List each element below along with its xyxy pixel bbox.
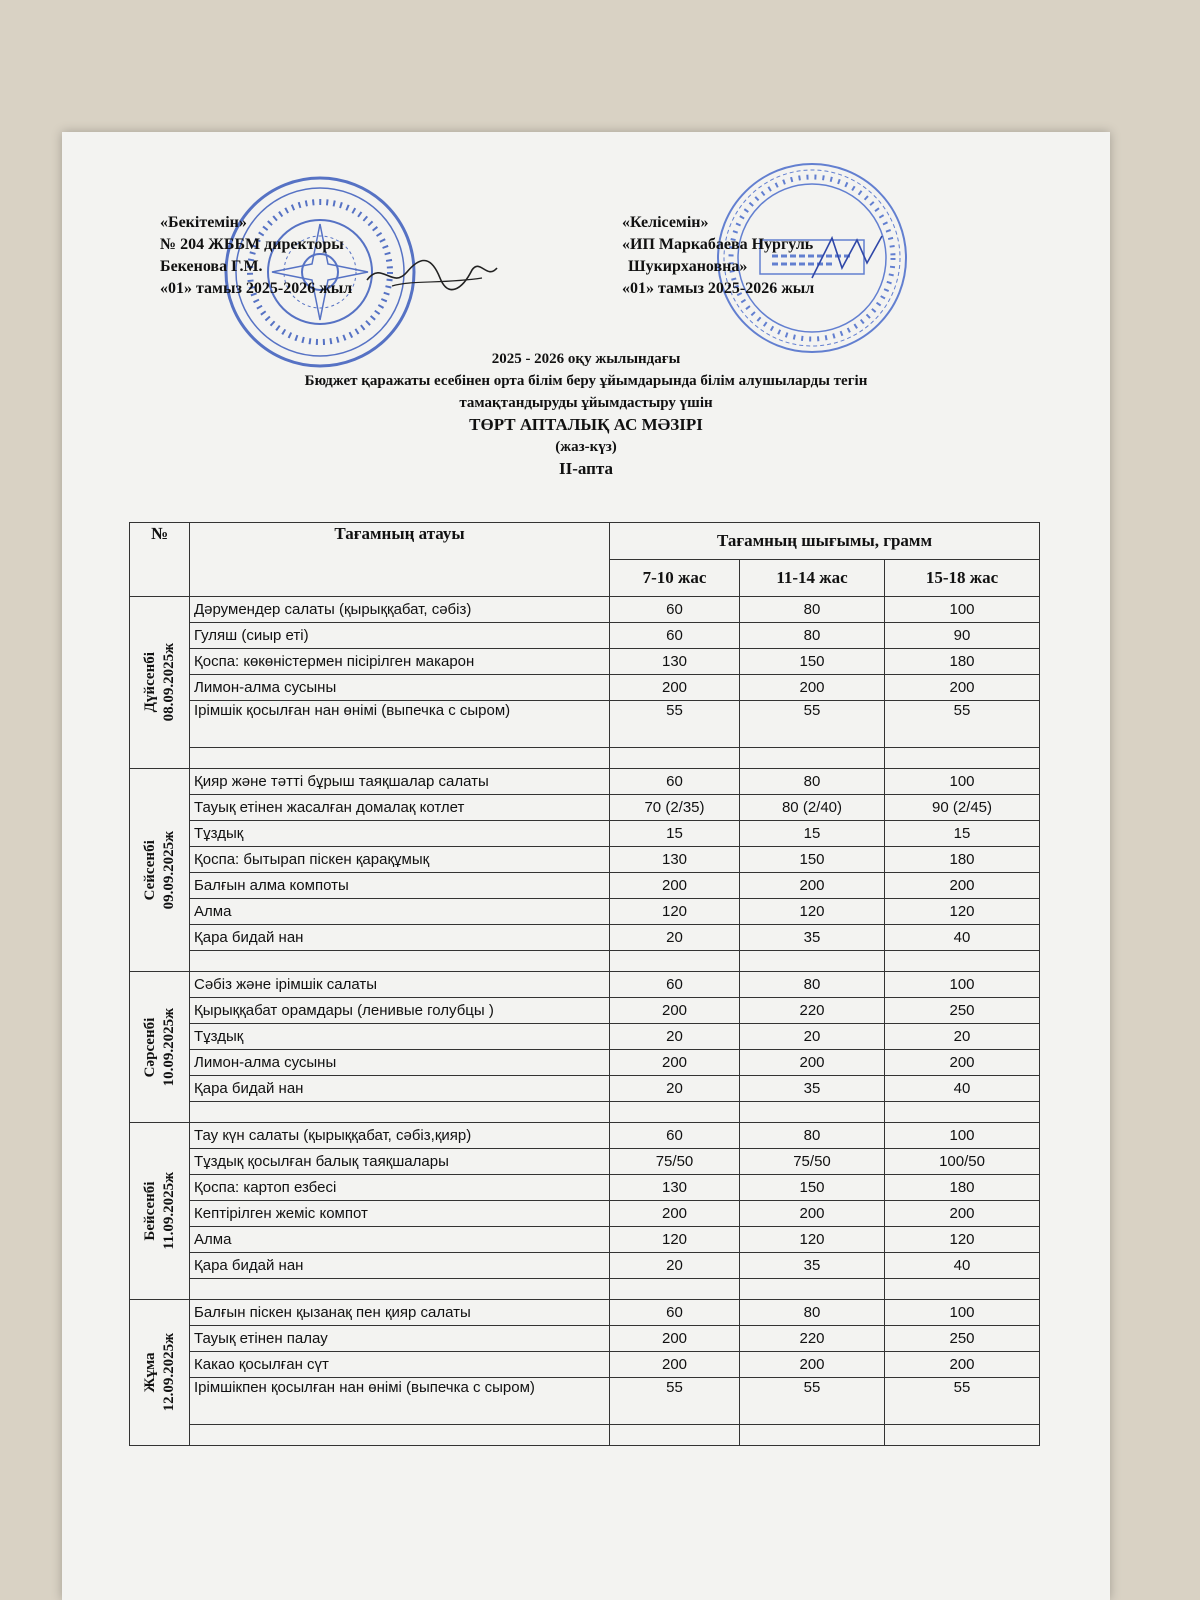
portion-7-10: 60	[610, 972, 740, 998]
dish-name: Кептірілген жеміс компот	[190, 1201, 610, 1227]
portion-15-18: 250	[885, 998, 1040, 1024]
dish-name: Сәбіз және ірімшік салаты	[190, 972, 610, 998]
dish-name: Тауық етінен жасалған домалақ котлет	[190, 795, 610, 821]
portion-15-18: 40	[885, 1253, 1040, 1279]
portion-11-14: 200	[740, 1050, 885, 1076]
portion-7-10: 60	[610, 1300, 740, 1326]
portion-11-14: 150	[740, 847, 885, 873]
table-row	[130, 1326, 1040, 1352]
portion-11-14: 200	[740, 1201, 885, 1227]
portion-11-14: 55	[740, 701, 885, 748]
day-name: Сейсенбі	[141, 839, 158, 901]
day-name: Дүйсенбі	[141, 652, 158, 713]
day-date: 08.09.2025ж	[160, 643, 177, 722]
title-season: (жаз-күз)	[555, 439, 617, 455]
portion-15-18: 200	[885, 873, 1040, 899]
portion-15-18: 120	[885, 899, 1040, 925]
menu-document	[62, 132, 1110, 1600]
table-row	[130, 1378, 1040, 1425]
blank-row	[130, 951, 1040, 972]
agreement-company-cont: Шукирхановна»	[628, 258, 748, 275]
portion-7-10: 120	[610, 1227, 740, 1253]
portion-15-18: 55	[885, 701, 1040, 748]
portion-7-10: 200	[610, 675, 740, 701]
portion-15-18: 100	[885, 1123, 1040, 1149]
blank-row	[130, 748, 1040, 769]
dish-name: Қара бидай нан	[190, 1076, 610, 1102]
table-row	[130, 1076, 1040, 1102]
portion-7-10: 200	[610, 998, 740, 1024]
table-row	[130, 1149, 1040, 1175]
portion-15-18: 40	[885, 1076, 1040, 1102]
portion-7-10: 55	[610, 1378, 740, 1425]
title-line3: тамақтандыруды ұйымдастыру үшін	[459, 395, 713, 411]
approval-date: «01» тамыз 2025-2026 жыл	[160, 280, 353, 297]
table-row	[130, 1253, 1040, 1279]
day-cell-tuesday	[130, 769, 190, 972]
dish-name: Қоспа: бытырап піскен қарақұмық	[190, 847, 610, 873]
dish-name: Лимон-алма сусыны	[190, 675, 610, 701]
portion-11-14: 35	[740, 925, 885, 951]
portion-7-10: 20	[610, 1024, 740, 1050]
dish-name: Тұздық қосылған балық таяқшалары	[190, 1149, 610, 1175]
dish-name: Ірімшікпен қосылған нан өнімі (выпечка с сыром)	[190, 1378, 610, 1425]
portion-11-14: 120	[740, 1227, 885, 1253]
agreement-block	[622, 212, 814, 300]
dish-name: Қоспа: көкөністермен пісірілген макарон	[190, 649, 610, 675]
portion-11-14: 35	[740, 1253, 885, 1279]
portion-15-18: 100	[885, 1300, 1040, 1326]
portion-7-10: 60	[610, 623, 740, 649]
day-cell-thursday	[130, 1123, 190, 1300]
portion-15-18: 55	[885, 1378, 1040, 1425]
table-row	[130, 675, 1040, 701]
table-row	[130, 1352, 1040, 1378]
dish-name: Қара бидай нан	[190, 925, 610, 951]
portion-7-10: 15	[610, 821, 740, 847]
table-row	[130, 649, 1040, 675]
day-cell-monday	[130, 597, 190, 769]
title-main: ТӨРТ АПТАЛЫҚ АС МӘЗІРІ	[469, 415, 703, 434]
day-cell-friday	[130, 1300, 190, 1446]
dish-name: Алма	[190, 899, 610, 925]
day-name: Сәрсенбі	[141, 1017, 158, 1077]
header-output: Тағамның шығымы, грамм	[610, 523, 1040, 560]
dish-name: Какао қосылған сүт	[190, 1352, 610, 1378]
entrepreneur-signature	[802, 228, 892, 288]
blank-row	[130, 1102, 1040, 1123]
header-age-15-18: 15-18 жас	[885, 560, 1040, 597]
table-row	[130, 597, 1040, 623]
portion-11-14: 150	[740, 1175, 885, 1201]
portion-11-14: 80 (2/40)	[740, 795, 885, 821]
portion-7-10: 20	[610, 925, 740, 951]
dish-name: Қоспа: картоп езбесі	[190, 1175, 610, 1201]
portion-7-10: 70 (2/35)	[610, 795, 740, 821]
approval-position: № 204 ЖББМ директоры	[160, 236, 344, 253]
portion-15-18: 200	[885, 675, 1040, 701]
table-row	[130, 623, 1040, 649]
portion-15-18: 250	[885, 1326, 1040, 1352]
portion-15-18: 90 (2/45)	[885, 795, 1040, 821]
header-age-11-14: 11-14 жас	[740, 560, 885, 597]
dish-name: Қияр және тәтті бұрыш таяқшалар салаты	[190, 769, 610, 795]
portion-11-14: 200	[740, 873, 885, 899]
table-row	[130, 1024, 1040, 1050]
table-row	[130, 821, 1040, 847]
portion-15-18: 200	[885, 1050, 1040, 1076]
approval-block	[160, 212, 352, 300]
table-row	[130, 1300, 1040, 1326]
portion-7-10: 20	[610, 1076, 740, 1102]
portion-7-10: 75/50	[610, 1149, 740, 1175]
portion-7-10: 130	[610, 1175, 740, 1201]
day-name: Бейсенбі	[141, 1181, 158, 1241]
menu-table	[129, 522, 1040, 1446]
blank-row	[130, 1425, 1040, 1446]
table-row	[130, 847, 1040, 873]
header-age-7-10: 7-10 жас	[610, 560, 740, 597]
portion-15-18: 20	[885, 1024, 1040, 1050]
portion-11-14: 150	[740, 649, 885, 675]
portion-15-18: 200	[885, 1201, 1040, 1227]
portion-7-10: 130	[610, 847, 740, 873]
table-row	[130, 1050, 1040, 1076]
portion-7-10: 200	[610, 873, 740, 899]
table-row	[130, 873, 1040, 899]
portion-15-18: 100	[885, 597, 1040, 623]
dish-name: Тау күн салаты (қырыққабат, сәбіз,қияр)	[190, 1123, 610, 1149]
portion-7-10: 200	[610, 1326, 740, 1352]
portion-11-14: 55	[740, 1378, 885, 1425]
dish-name: Гуляш (сиыр еті)	[190, 623, 610, 649]
dish-name: Дәрумендер салаты (қырыққабат, сәбіз)	[190, 597, 610, 623]
title-line2: Бюджет қаражаты есебінен орта білім беру ұйымдарында білім алушыларды тегін	[304, 373, 868, 389]
portion-15-18: 120	[885, 1227, 1040, 1253]
dish-name: Қара бидай нан	[190, 1253, 610, 1279]
portion-7-10: 120	[610, 899, 740, 925]
document-title	[62, 348, 1110, 480]
table-row	[130, 925, 1040, 951]
portion-11-14: 20	[740, 1024, 885, 1050]
portion-7-10: 130	[610, 649, 740, 675]
day-cell-wednesday	[130, 972, 190, 1123]
title-week: II-апта	[558, 459, 614, 478]
portion-7-10: 200	[610, 1201, 740, 1227]
portion-11-14: 200	[740, 675, 885, 701]
day-name: Жұма	[141, 1352, 158, 1393]
table-row	[130, 972, 1040, 998]
portion-11-14: 75/50	[740, 1149, 885, 1175]
portion-15-18: 100	[885, 769, 1040, 795]
director-signature	[362, 250, 502, 300]
portion-11-14: 200	[740, 1352, 885, 1378]
portion-15-18: 90	[885, 623, 1040, 649]
portion-15-18: 180	[885, 847, 1040, 873]
portion-11-14: 15	[740, 821, 885, 847]
approval-name: Бекенова Г.М.	[160, 258, 263, 275]
dish-name: Балғын піскен қызанақ пен қияр салаты	[190, 1300, 610, 1326]
portion-15-18: 180	[885, 649, 1040, 675]
portion-11-14: 80	[740, 597, 885, 623]
table-row	[130, 899, 1040, 925]
dish-name: Ірімшік қосылған нан өнімі (выпечка с сыром)	[190, 701, 610, 748]
title-year: 2025 - 2026 оқу жылындағы	[491, 351, 681, 367]
day-date: 10.09.2025ж	[160, 1007, 177, 1087]
portion-11-14: 80	[740, 1123, 885, 1149]
dish-name: Тұздық	[190, 1024, 610, 1050]
dish-name: Балғын алма компоты	[190, 873, 610, 899]
table-row	[130, 769, 1040, 795]
table-row	[130, 998, 1040, 1024]
dish-name: Тауық етінен палау	[190, 1326, 610, 1352]
portion-7-10: 55	[610, 701, 740, 748]
portion-7-10: 200	[610, 1050, 740, 1076]
day-date: 12.09.2025ж	[160, 1333, 177, 1412]
portion-11-14: 80	[740, 769, 885, 795]
header-number: №	[130, 523, 190, 597]
portion-15-18: 200	[885, 1352, 1040, 1378]
portion-11-14: 80	[740, 623, 885, 649]
portion-11-14: 80	[740, 972, 885, 998]
agreement-company: «ИП Маркабаева Нургуль	[622, 236, 814, 253]
approval-heading: «Бекітемін»	[160, 214, 247, 231]
portion-11-14: 120	[740, 899, 885, 925]
table-row	[130, 1175, 1040, 1201]
portion-11-14: 80	[740, 1300, 885, 1326]
portion-7-10: 200	[610, 1352, 740, 1378]
dish-name: Лимон-алма сусыны	[190, 1050, 610, 1076]
table-row	[130, 1201, 1040, 1227]
portion-15-18: 15	[885, 821, 1040, 847]
portion-15-18: 40	[885, 925, 1040, 951]
dish-name: Тұздық	[190, 821, 610, 847]
portion-7-10: 60	[610, 769, 740, 795]
portion-15-18: 100	[885, 972, 1040, 998]
portion-11-14: 220	[740, 998, 885, 1024]
blank-row	[130, 1279, 1040, 1300]
agreement-date: «01» тамыз 2025-2026 жыл	[622, 280, 815, 297]
portion-7-10: 20	[610, 1253, 740, 1279]
table-row	[130, 1123, 1040, 1149]
header-dish-name: Тағамның атауы	[190, 523, 610, 597]
table-row	[130, 795, 1040, 821]
menu-body	[130, 597, 1040, 1446]
dish-name: Қырыққабат орамдары (ленивые голубцы )	[190, 998, 610, 1024]
table-row	[130, 701, 1040, 748]
portion-15-18: 180	[885, 1175, 1040, 1201]
dish-name: Алма	[190, 1227, 610, 1253]
day-date: 11.09.2025ж	[160, 1172, 177, 1250]
table-row	[130, 1227, 1040, 1253]
day-date: 09.09.2025ж	[160, 830, 177, 910]
portion-11-14: 35	[740, 1076, 885, 1102]
portion-15-18: 100/50	[885, 1149, 1040, 1175]
portion-7-10: 60	[610, 597, 740, 623]
portion-11-14: 220	[740, 1326, 885, 1352]
agreement-heading: «Келісемін»	[622, 214, 709, 231]
portion-7-10: 60	[610, 1123, 740, 1149]
